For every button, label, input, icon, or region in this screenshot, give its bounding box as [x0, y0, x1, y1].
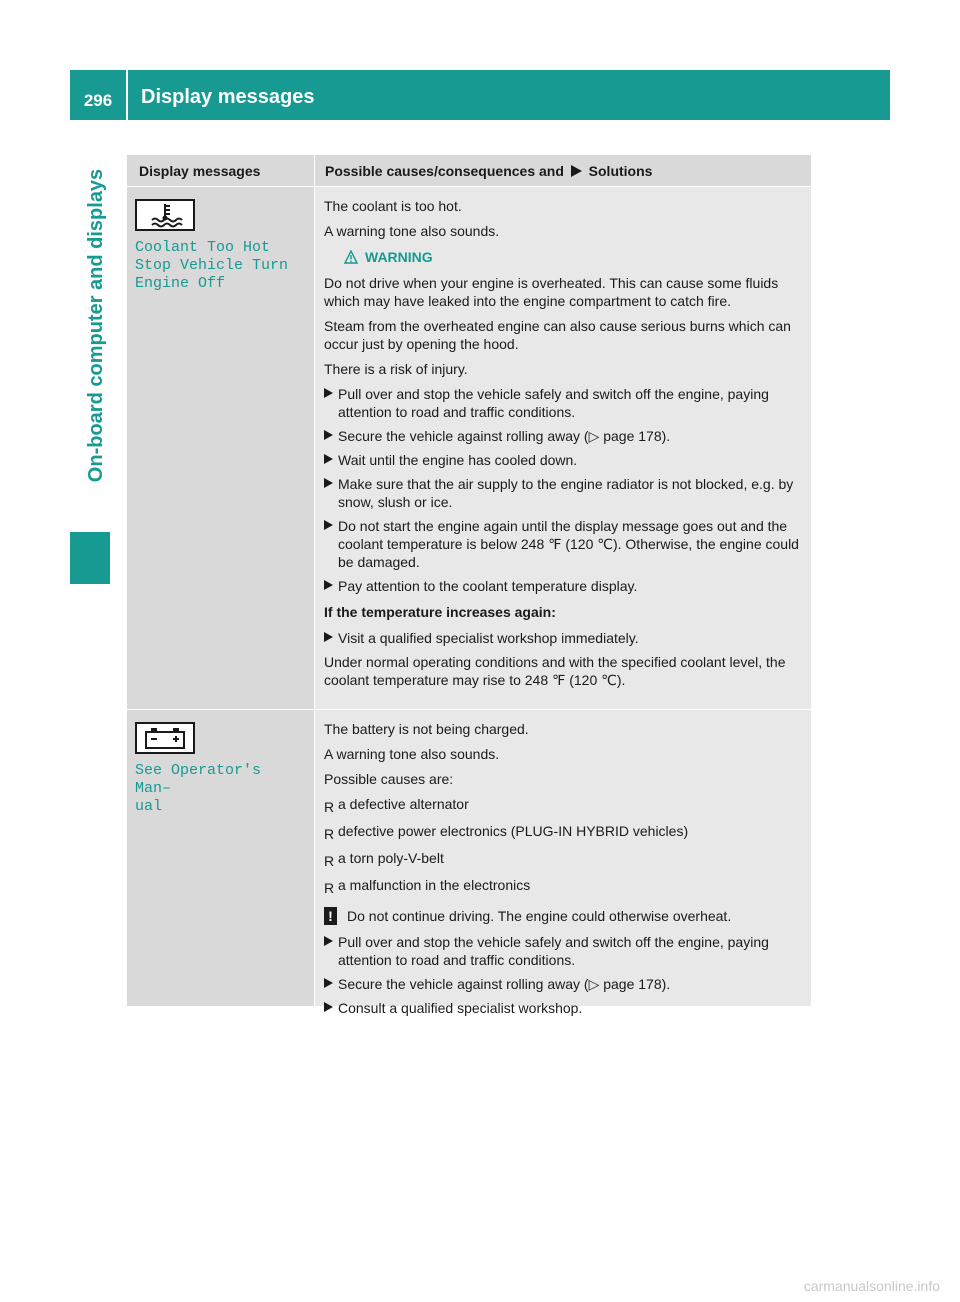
column-header-display-messages: Display messages	[139, 163, 261, 179]
step-text: Pay attention to the coolant temperature display.	[338, 578, 638, 594]
solution-cell	[314, 187, 811, 709]
list-item	[324, 876, 804, 897]
watermark: carmanualsonline.info	[803, 1278, 940, 1294]
bullet-marker: R	[324, 826, 335, 842]
list-item	[324, 933, 804, 969]
bullet-text: defective power electronics (PLUG-IN HYBRID vehicles)	[338, 823, 689, 839]
bullet-text: a torn poly-V-belt	[338, 850, 444, 866]
step-text: Visit a qualified specialist workshop immediately.	[338, 630, 639, 646]
header-divider	[126, 70, 128, 120]
list-item	[324, 822, 804, 843]
step-text: Do not start the engine again until the display message goes out and the coolant temperature is below 248 ℉ (120 ℃). Otherwise, the engine could be damaged.	[338, 518, 799, 570]
bullet-marker: R	[324, 799, 335, 815]
list-item	[324, 451, 804, 469]
display-message-text: Coolant Too Hot Stop Vehicle Turn Engine Off	[135, 239, 289, 292]
side-tab-block	[70, 532, 110, 584]
exclamation-icon: !	[324, 907, 337, 925]
cause-text: A warning tone also sounds.	[324, 746, 500, 762]
step-text: Secure the vehicle against rolling away (▷ page 178).	[338, 428, 671, 444]
step-arrow-icon	[324, 451, 338, 469]
list-item	[324, 385, 804, 421]
list-item	[324, 577, 804, 595]
step-arrow-icon	[324, 933, 338, 969]
list-item	[324, 849, 804, 870]
header-solutions-text: Solutions	[588, 163, 653, 179]
bullet-text: a malfunction in the electronics	[338, 877, 531, 893]
step-arrow-icon	[324, 629, 338, 647]
notice-text: Do not continue driving. The engine could otherwise overheat.	[347, 908, 732, 924]
cause-text: A warning tone also sounds.	[324, 223, 500, 239]
step-arrow-icon	[324, 999, 338, 1017]
coolant-temperature-icon	[135, 199, 195, 231]
list-item	[324, 475, 804, 511]
step-text: Wait until the engine has cooled down.	[338, 452, 578, 468]
warning-label-text: WARNING	[365, 249, 433, 265]
step-text: Pull over and stop the vehicle safely and switch off the engine, paying attention to road and traffic conditions.	[338, 386, 769, 420]
bullet-text: a defective alternator	[338, 796, 469, 812]
side-section-label	[84, 120, 110, 530]
table-row	[127, 710, 811, 1016]
notice	[324, 907, 804, 925]
step-arrow-icon	[324, 385, 338, 421]
warning-text: Do not drive when your engine is overheated. This can cause some fluids which may have leaked into the engine compartment to catch fire.	[324, 275, 779, 309]
step-arrow-icon	[324, 517, 338, 571]
page-number: 296	[83, 91, 113, 110]
step-arrow-icon	[324, 427, 338, 445]
warning-triangle-icon	[344, 250, 358, 264]
list-item	[324, 795, 804, 816]
header-causes-text: Possible causes/consequences and	[325, 163, 564, 179]
step-arrow-icon	[324, 475, 338, 511]
bullet-marker: R	[324, 880, 335, 896]
warning-text: There is a risk of injury.	[324, 361, 468, 377]
battery-icon	[135, 722, 195, 754]
display-messages-table	[127, 155, 811, 1016]
cause-text: The coolant is too hot.	[324, 198, 462, 214]
cause-text: The battery is not being charged.	[324, 721, 529, 737]
step-arrow-icon	[324, 577, 338, 595]
step-text: Consult a qualified specialist workshop.	[338, 1000, 583, 1016]
table-header	[127, 155, 811, 187]
list-item	[324, 427, 804, 445]
solution-cell	[314, 710, 811, 1016]
step-text: Make sure that the air supply to the engine radiator is not blocked, e.g. by snow, slush or ice.	[338, 476, 794, 510]
warning-label	[324, 248, 804, 266]
list-item	[324, 517, 804, 571]
message-cell	[127, 187, 314, 709]
cause-text: Possible causes are:	[324, 771, 454, 787]
page-title: Display messages	[141, 86, 315, 108]
list-item	[324, 999, 804, 1017]
warning-text: Steam from the overheated engine can also cause serious burns which can occur just by opening the hood.	[324, 318, 791, 352]
bullet-marker: R	[324, 853, 335, 869]
arrow-right-icon	[571, 165, 582, 177]
step-arrow-icon	[324, 975, 338, 993]
table-row	[127, 187, 811, 710]
side-section-text: On-board computer and displays	[85, 168, 108, 482]
message-cell	[127, 710, 314, 1006]
step-text: Pull over and stop the vehicle safely and switch off the engine, paying attention to road and traffic conditions.	[338, 934, 769, 968]
subheading: If the temperature increases again:	[324, 604, 556, 620]
list-item	[324, 975, 804, 993]
outro-text: Under normal operating conditions and with the specified coolant level, the coolant temperature may rise to 248 ℉ (120 ℃).	[324, 654, 786, 688]
step-text: Secure the vehicle against rolling away (▷ page 178).	[338, 976, 671, 992]
display-message-text: See Operator's Man– ual	[135, 762, 262, 815]
column-header-causes-solutions	[314, 155, 811, 186]
list-item	[324, 629, 804, 647]
